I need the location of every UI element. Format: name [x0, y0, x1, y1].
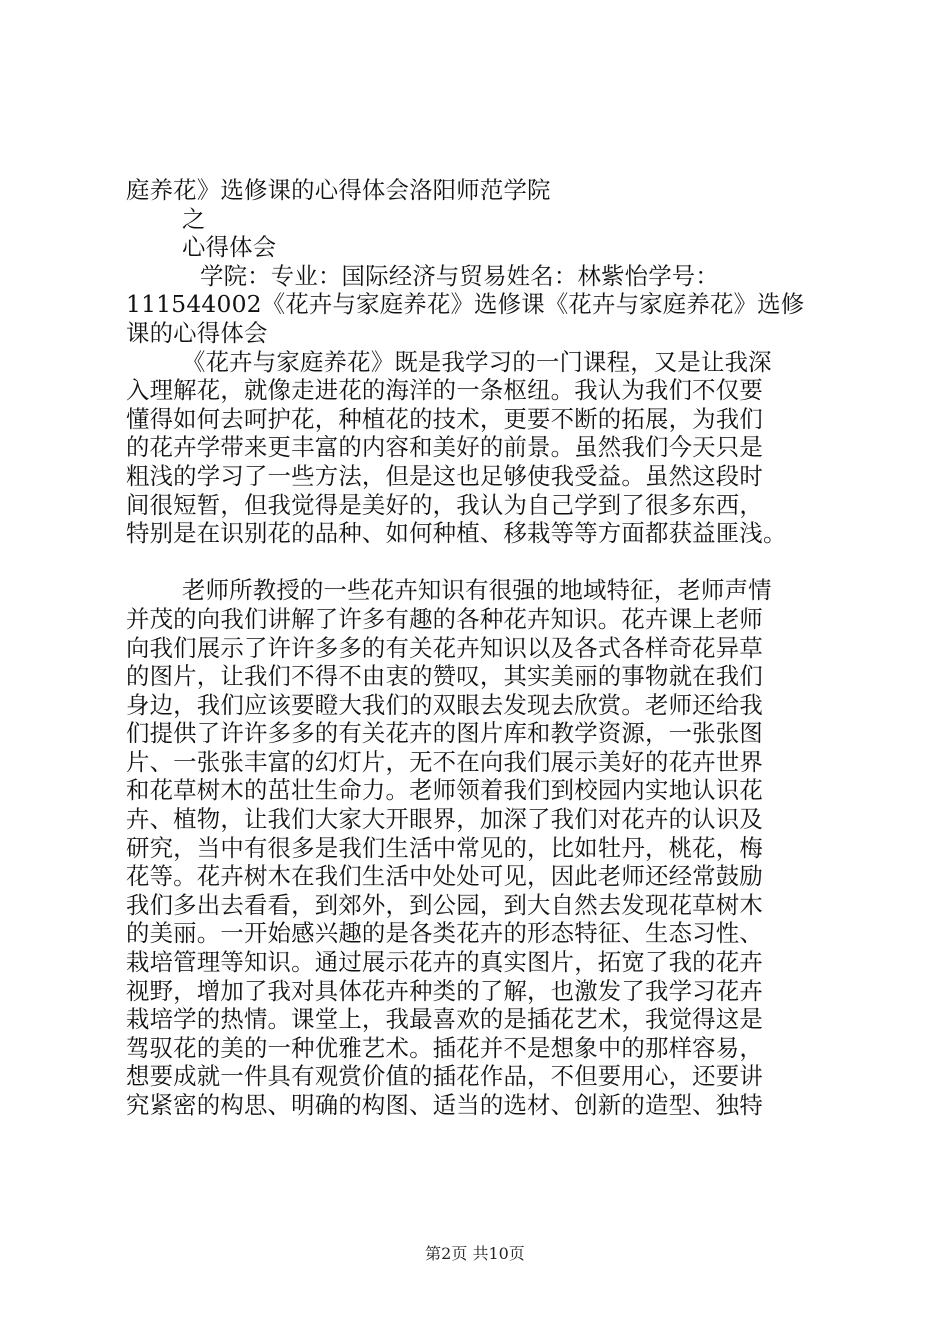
paragraph2-line-12: 我们多出去看看，到郊外，到公园，到大自然去发现花草树木	[126, 890, 763, 919]
info-line-2: 111544002《花卉与家庭养花》选修课《花卉与家庭养花》选修	[126, 290, 805, 319]
paragraph2-line-11: 花等。花卉树木在我们生活中处处可见，因此老师还经常鼓励	[126, 862, 763, 891]
paragraph1-line-2: 入理解花，就像走进花的海洋的一条枢纽。我认为我们不仅要	[126, 376, 763, 405]
paragraph2-line-5: 身边，我们应该要瞪大我们的双眼去发现去欣赏。老师还给我	[126, 690, 763, 719]
paragraph1-line-5: 粗浅的学习了一些方法，但是这也足够使我受益。虽然这段时	[126, 461, 763, 490]
paragraph2-line-18: 想要成就一件具有观赏价值的插花作品，不但要用心，还要讲	[126, 1062, 763, 1091]
heading-line-2: 之	[182, 204, 206, 233]
document-body	[126, 176, 846, 1120]
paragraph2-line-17: 驾驭花的美的一种优雅艺术。插花并不是想象中的那样容易，	[126, 1033, 763, 1062]
paragraph2-line-3: 向我们展示了许许多多的有关花卉知识以及各式各样奇花异草	[126, 633, 763, 662]
paragraph2-line-2: 并茂的向我们讲解了许多有趣的各种花卉知识。花卉课上老师	[126, 604, 763, 633]
heading-line-1: 庭养花》选修课的心得体会洛阳师范学院	[126, 176, 551, 204]
paragraph1-line-4: 的花卉学带来更丰富的内容和美好的前景。虽然我们今天只是	[126, 433, 763, 462]
info-line-3: 课的心得体会	[126, 318, 268, 347]
paragraph1-line-1: 《花卉与家庭养花》既是我学习的一门课程，又是让我深	[182, 347, 772, 376]
paragraph1-line-6: 间很短暂，但我觉得是美好的，我认为自己学到了很多东西，	[126, 490, 763, 519]
paragraph2-line-19: 究紧密的构思、明确的构图、适当的选材、创新的造型、独特	[126, 1091, 763, 1119]
paragraph2-line-10: 研究，当中有很多是我们生活中常见的，比如牡丹，桃花，梅	[126, 833, 763, 862]
paragraph1-line-3: 懂得如何去呵护花，种植花的技术，更要不断的拓展，为我们	[126, 404, 763, 433]
paragraph2-line-9: 卉、植物，让我们大家大开眼界，加深了我们对花卉的认识及	[126, 805, 763, 834]
paragraph-gap	[126, 548, 846, 577]
paragraph2-line-8: 和花草树木的茁壮生命力。老师领着我们到校园内实地认识花	[126, 776, 763, 805]
paragraph1-line-7: 特别是在识别花的品种、如何种植、移栽等等方面都获益匪浅。	[126, 519, 787, 548]
paragraph2-line-15: 视野，增加了我对具体花卉种类的了解，也激发了我学习花卉	[126, 976, 763, 1005]
paragraph2-line-14: 栽培管理等知识。通过展示花卉的真实图片，拓宽了我的花卉	[126, 948, 763, 977]
paragraph2-line-13: 的美丽。一开始感兴趣的是各类花卉的形态特征、生态习性、	[126, 919, 763, 948]
paragraph2-line-6: 们提供了许许多多的有关花卉的图片库和教学资源，一张张图	[126, 719, 763, 748]
heading-line-3: 心得体会	[182, 233, 277, 262]
page-number-footer: 第2页 共10页	[425, 1244, 525, 1263]
paragraph2-line-1: 老师所教授的一些花卉知识有很强的地域特征，老师声情	[182, 576, 772, 605]
paragraph2-line-7: 片、一张张丰富的幻灯片，无不在向我们展示美好的花卉世界	[126, 747, 763, 776]
info-line-1: 学院：专业：国际经济与贸易姓名：林紫怡学号：	[200, 261, 719, 290]
paragraph2-line-16: 栽培学的热情。课堂上，我最喜欢的是插花艺术，我觉得这是	[126, 1005, 763, 1034]
paragraph2-line-4: 的图片，让我们不得不由衷的赞叹，其实美丽的事物就在我们	[126, 662, 763, 691]
